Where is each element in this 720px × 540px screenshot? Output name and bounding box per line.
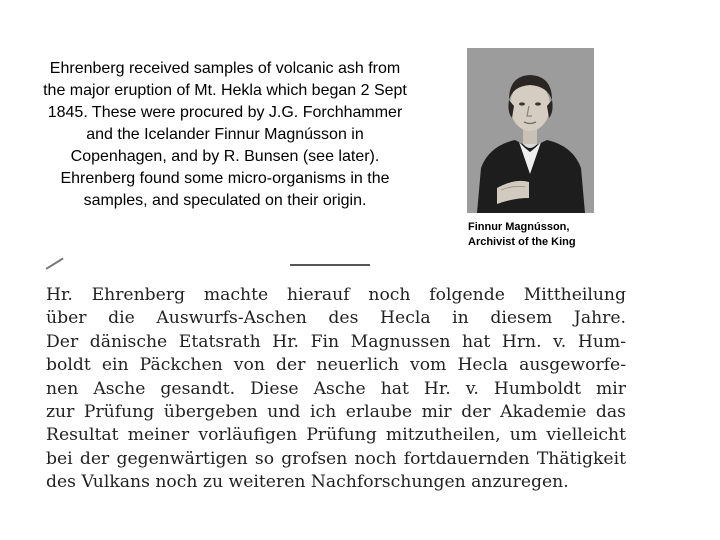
caption-title: Archivist of the King xyxy=(468,236,576,248)
excerpt-line: Hr. Ehrenberg machte hierauf noch folgende Mittheilung xyxy=(46,285,626,305)
excerpt-line: Der dänische Etatsrath Hr. Fin Magnussen hat Hrn. v. Hum- xyxy=(46,331,626,352)
excerpt-line: zur Prüfung übergeben und ich erlaube mir der Akademie das xyxy=(46,402,626,423)
caption-name: Finnur Magnússon, xyxy=(468,221,570,233)
excerpt-line: boldt ein Päckchen von der neuerlich vom Hecla ausgeworfe- xyxy=(46,355,626,376)
portrait-caption xyxy=(468,220,668,250)
scanned-german-excerpt xyxy=(46,284,626,495)
portrait-engraving xyxy=(467,48,594,213)
excerpt-line: über die Auswurfs-Aschen des Hecla in diesem Jahre. xyxy=(46,308,626,329)
section-divider xyxy=(290,264,370,266)
excerpt-line: nen Asche gesandt. Diese Asche hat Hr. v. Humboldt mir xyxy=(46,378,626,399)
excerpt-line: des Vulkans noch zu weiteren Nachforschungen anzuregen. xyxy=(46,472,569,493)
scan-mark xyxy=(46,258,64,270)
excerpt-line: bei der gegenwärtigen so grofsen noch fortdauernden Thätigkeit xyxy=(46,448,626,469)
portrait-image xyxy=(467,48,594,213)
intro-paragraph: Ehrenberg received samples of volcanic ash from the major eruption of Mt. Hekla which began 2 Sept 1845. These were procured by J.G. Forchhammer and the Icelander Finnur Magnússon in Copenhagen, and by R. Bunsen (see later). Ehrenberg found some micro-organisms in the samples, and speculated on their origin. xyxy=(43,60,407,209)
excerpt-line: Resultat meiner vorläufigen Prüfung mitzutheilen, um vielleicht xyxy=(46,425,626,446)
